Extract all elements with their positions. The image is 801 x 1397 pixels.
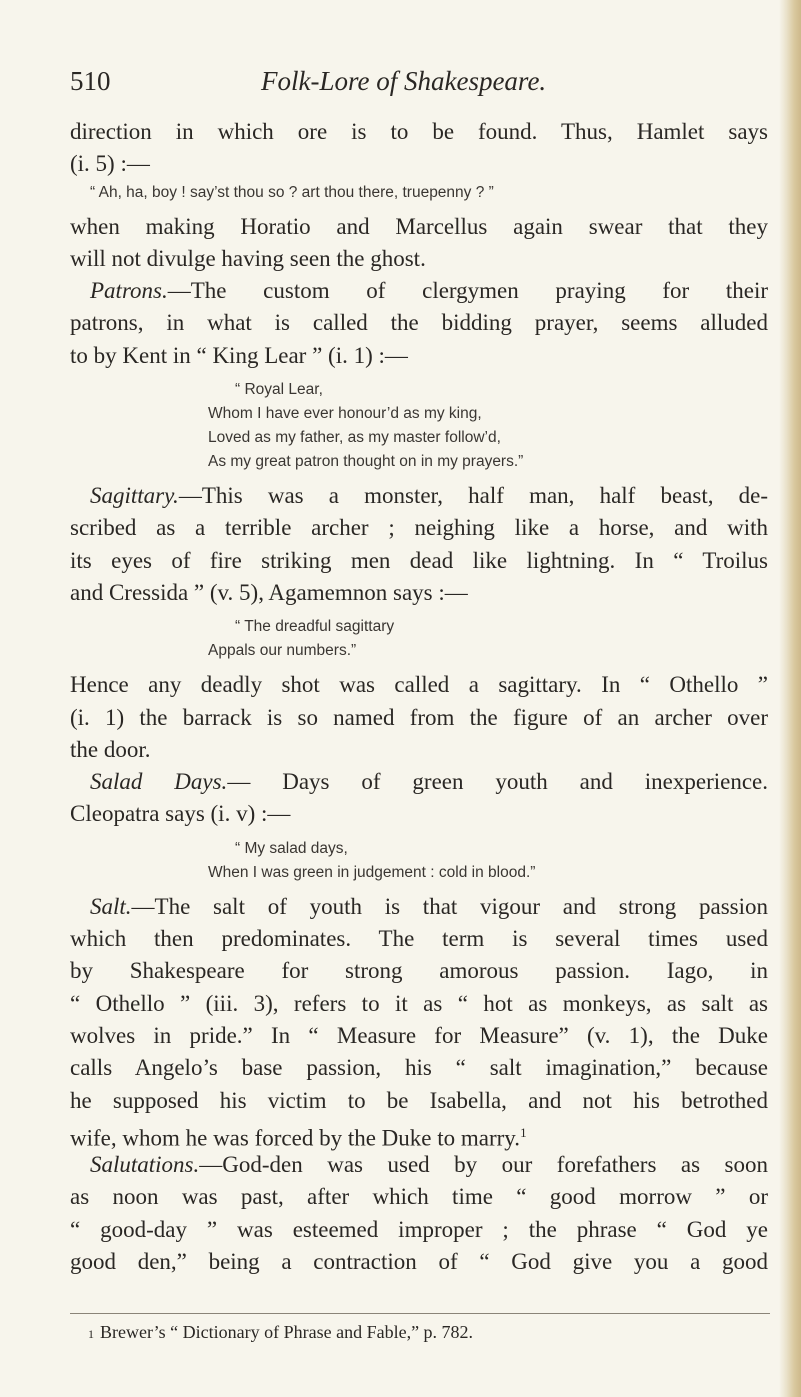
text-line: scribed as a terrible archer ; neighing like a horse, and with	[70, 515, 768, 541]
page-number: 510	[70, 66, 111, 96]
entry-patrons	[70, 275, 768, 307]
page-header	[70, 66, 770, 106]
text-line: its eyes of fire striking men dead like lightning. In “ Troilus	[70, 547, 768, 573]
text-line: he supposed his victim to be Isabella, and not his betrothed	[70, 1087, 768, 1113]
running-title: Folk-Lore of Shakespeare.	[261, 66, 547, 96]
quote-hamlet: “ Ah, ha, boy ! say’st thou so ? art thou there, truepenny ? ”	[90, 183, 494, 201]
entry-heading-sagittary: Sagittary.	[90, 483, 179, 509]
text-run: — Days of green youth and inexperience.	[227, 769, 768, 795]
text-line: wolves in pride.” In “ Measure for Measure” (v. 1), the Duke	[70, 1022, 768, 1048]
footnote-divider	[70, 1313, 770, 1314]
text-line: Hence any deadly shot was called a sagittary. In “ Othello ”	[70, 672, 768, 698]
entry-salutations	[70, 1149, 768, 1181]
footnote-reference[interactable]: 1	[520, 1124, 527, 1140]
text-line: “ good-day ” was esteemed improper ; the phrase “ God ye	[70, 1216, 768, 1242]
entry-salt	[70, 891, 768, 923]
footnote-mark: 1	[88, 1327, 94, 1341]
quote-line: When I was green in judgement : cold in blood.”	[208, 863, 536, 881]
entry-heading-salt: Salt.	[90, 893, 132, 919]
quote-line: Appals our numbers.”	[208, 642, 357, 660]
footnote-text: Brewer’s “ Dictionary of Phrase and Fable,” p. 782.	[100, 1322, 474, 1342]
text-line	[70, 1117, 768, 1149]
quote-line: “ The dreadful sagittary	[235, 618, 395, 636]
text-line: will not divulge having seen the ghost.	[70, 245, 426, 271]
text-line: good den,” being a contraction of “ God give you a good	[70, 1249, 768, 1275]
text-run: —The salt of youth is that vigour and strong passion	[131, 893, 768, 919]
text-line: patrons, in what is called the bidding prayer, seems alluded	[70, 310, 768, 336]
entry-heading-patrons: Patrons.	[90, 278, 168, 304]
body-text	[70, 116, 768, 1278]
text-line: as noon was past, after which time “ good morrow ” or	[70, 1184, 768, 1210]
entry-sagittary	[70, 480, 768, 512]
text-line: (i. 5) :—	[70, 151, 150, 177]
text-line: Cleopatra says (i. v) :—	[70, 801, 291, 827]
text-line: by Shakespeare for strong amorous passion. Iago, in	[70, 958, 768, 984]
text-line: calls Angelo’s base passion, his “ salt imagination,” because	[70, 1055, 768, 1081]
footnote	[88, 1320, 473, 1344]
text-line: (i. 1) the barrack is so named from the figure of an archer over	[70, 704, 768, 730]
text-run: wife, whom he was forced by the Duke to marry.	[70, 1125, 521, 1151]
text-line: and Cressida ” (v. 5), Agamemnon says :—	[70, 579, 468, 605]
text-run: —The custom of clergymen praying for their	[167, 278, 768, 304]
entry-heading-salutations: Salutations.	[90, 1152, 200, 1178]
text-run: —This was a monster, half man, half beast, de-	[178, 483, 768, 509]
entry-salad-days	[70, 766, 768, 798]
quote-line: “ Royal Lear,	[235, 381, 323, 399]
text-line: “ Othello ” (iii. 3), refers to it as “ hot as monkeys, as salt as	[70, 990, 768, 1016]
text-line: when making Horatio and Marcellus again swear that they	[70, 213, 768, 239]
text-line: to by Kent in “ King Lear ” (i. 1) :—	[70, 342, 408, 368]
text-line: which then predominates. The term is several times used	[70, 926, 768, 952]
text-run: —God-den was used by our forefathers as soon	[199, 1152, 768, 1178]
quote-line: Whom I have ever honour’d as my king,	[208, 405, 482, 423]
entry-heading-salad-days: Salad Days.	[90, 769, 228, 795]
quote-line: “ My salad days,	[235, 839, 348, 857]
page-edge-shading	[779, 0, 801, 1397]
quote-line: Loved as my father, as my master follow’d,	[208, 429, 501, 447]
quote-line: As my great patron thought on in my prayers.”	[208, 453, 524, 471]
text-line: direction in which ore is to be found. Thus, Hamlet says	[70, 119, 768, 144]
text-line: the door.	[70, 736, 151, 762]
